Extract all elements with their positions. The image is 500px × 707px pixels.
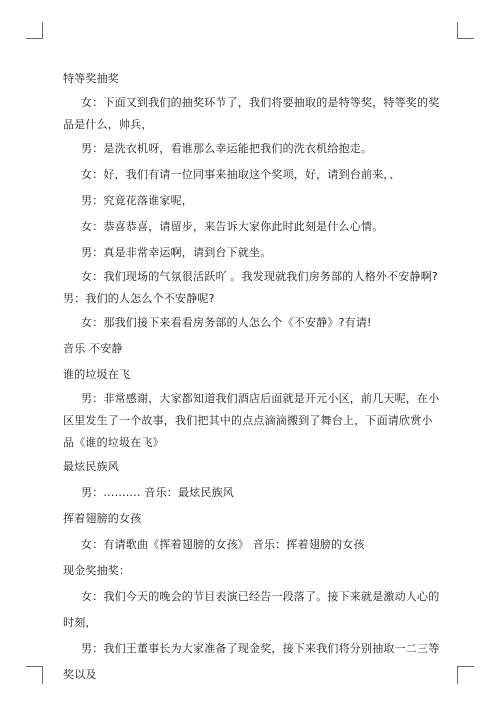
dialogue-line: 女：好，我们有请一位同事来抽取这个奖项，好，请到台前来，、 (81, 168, 401, 181)
dialogue-line: 女：我们现场的气氛很活跃吖 。我发现就我们房务部的人格外不安静啊? 男：我们的人怎么个不安静呢? (63, 270, 438, 305)
crop-mark-bottom-right (457, 666, 458, 684)
crop-mark-top-right (457, 38, 474, 39)
crop-mark-bottom-left (26, 666, 43, 667)
dialogue-line: 男：真是非常幸运啊，请到台下就坐。 (81, 246, 272, 259)
crop-mark-bottom-right (457, 666, 474, 667)
dialogue-line: 女：恭喜恭喜，请留步，来告诉大家你此时此刻是什么心情。 (81, 220, 384, 233)
dialogue-line: 男：我们王董事长为大家准备了现金奖，接下来我们将分别抽取一二三等奖以及 (63, 642, 440, 681)
dialogue-line: 男：究竟花落谁家呢， (81, 194, 193, 207)
crop-mark-bottom-left (42, 666, 43, 684)
section-heading: 挥着翅膀的女孩 (63, 512, 142, 525)
dialogue-line: 女：有请歌曲《挥着翅膀的女孩》 音乐：挥着翅膀的女孩 (81, 538, 365, 551)
crop-mark-top-left (42, 22, 43, 38)
section-heading: 谁的垃圾在飞 (63, 368, 131, 381)
section-heading: 特等奖抽奖 (63, 72, 119, 85)
dialogue-line: 女：下面又到我们的抽奖环节了，我们将要抽取的是特等奖，特等奖的奖品是什么，帅兵， (63, 96, 440, 131)
section-heading: 现金奖抽奖： (63, 564, 131, 577)
crop-mark-top-left (26, 38, 43, 39)
dialogue-line: 男：………. 音乐：最炫民族风 (81, 486, 234, 499)
dialogue-line: 男：是洗衣机呀，看谁那么幸运能把我们的洗衣机给抱走。 (81, 142, 373, 155)
crop-mark-top-right (457, 22, 458, 38)
dialogue-line: 女：那我们接下来看看房务部的人怎么个《不安静》?有请! (81, 316, 372, 329)
document-body (63, 66, 440, 688)
dialogue-line: 女：我们今天的晚会的节目表演已经告一段落了。接下来就是激动人心的时刻， (63, 590, 440, 629)
section-heading: 音乐 不安静 (63, 342, 123, 355)
dialogue-line: 男：非常感谢，大家都知道我们酒店后面就是开元小区，前几天呢，在小区里发生了一个故事，我们把其中的点点滴滴搬到了舞台上，下面请欣赏小品《谁的垃圾在飞》 (63, 392, 440, 449)
section-heading: 最炫民族风 (63, 460, 119, 473)
